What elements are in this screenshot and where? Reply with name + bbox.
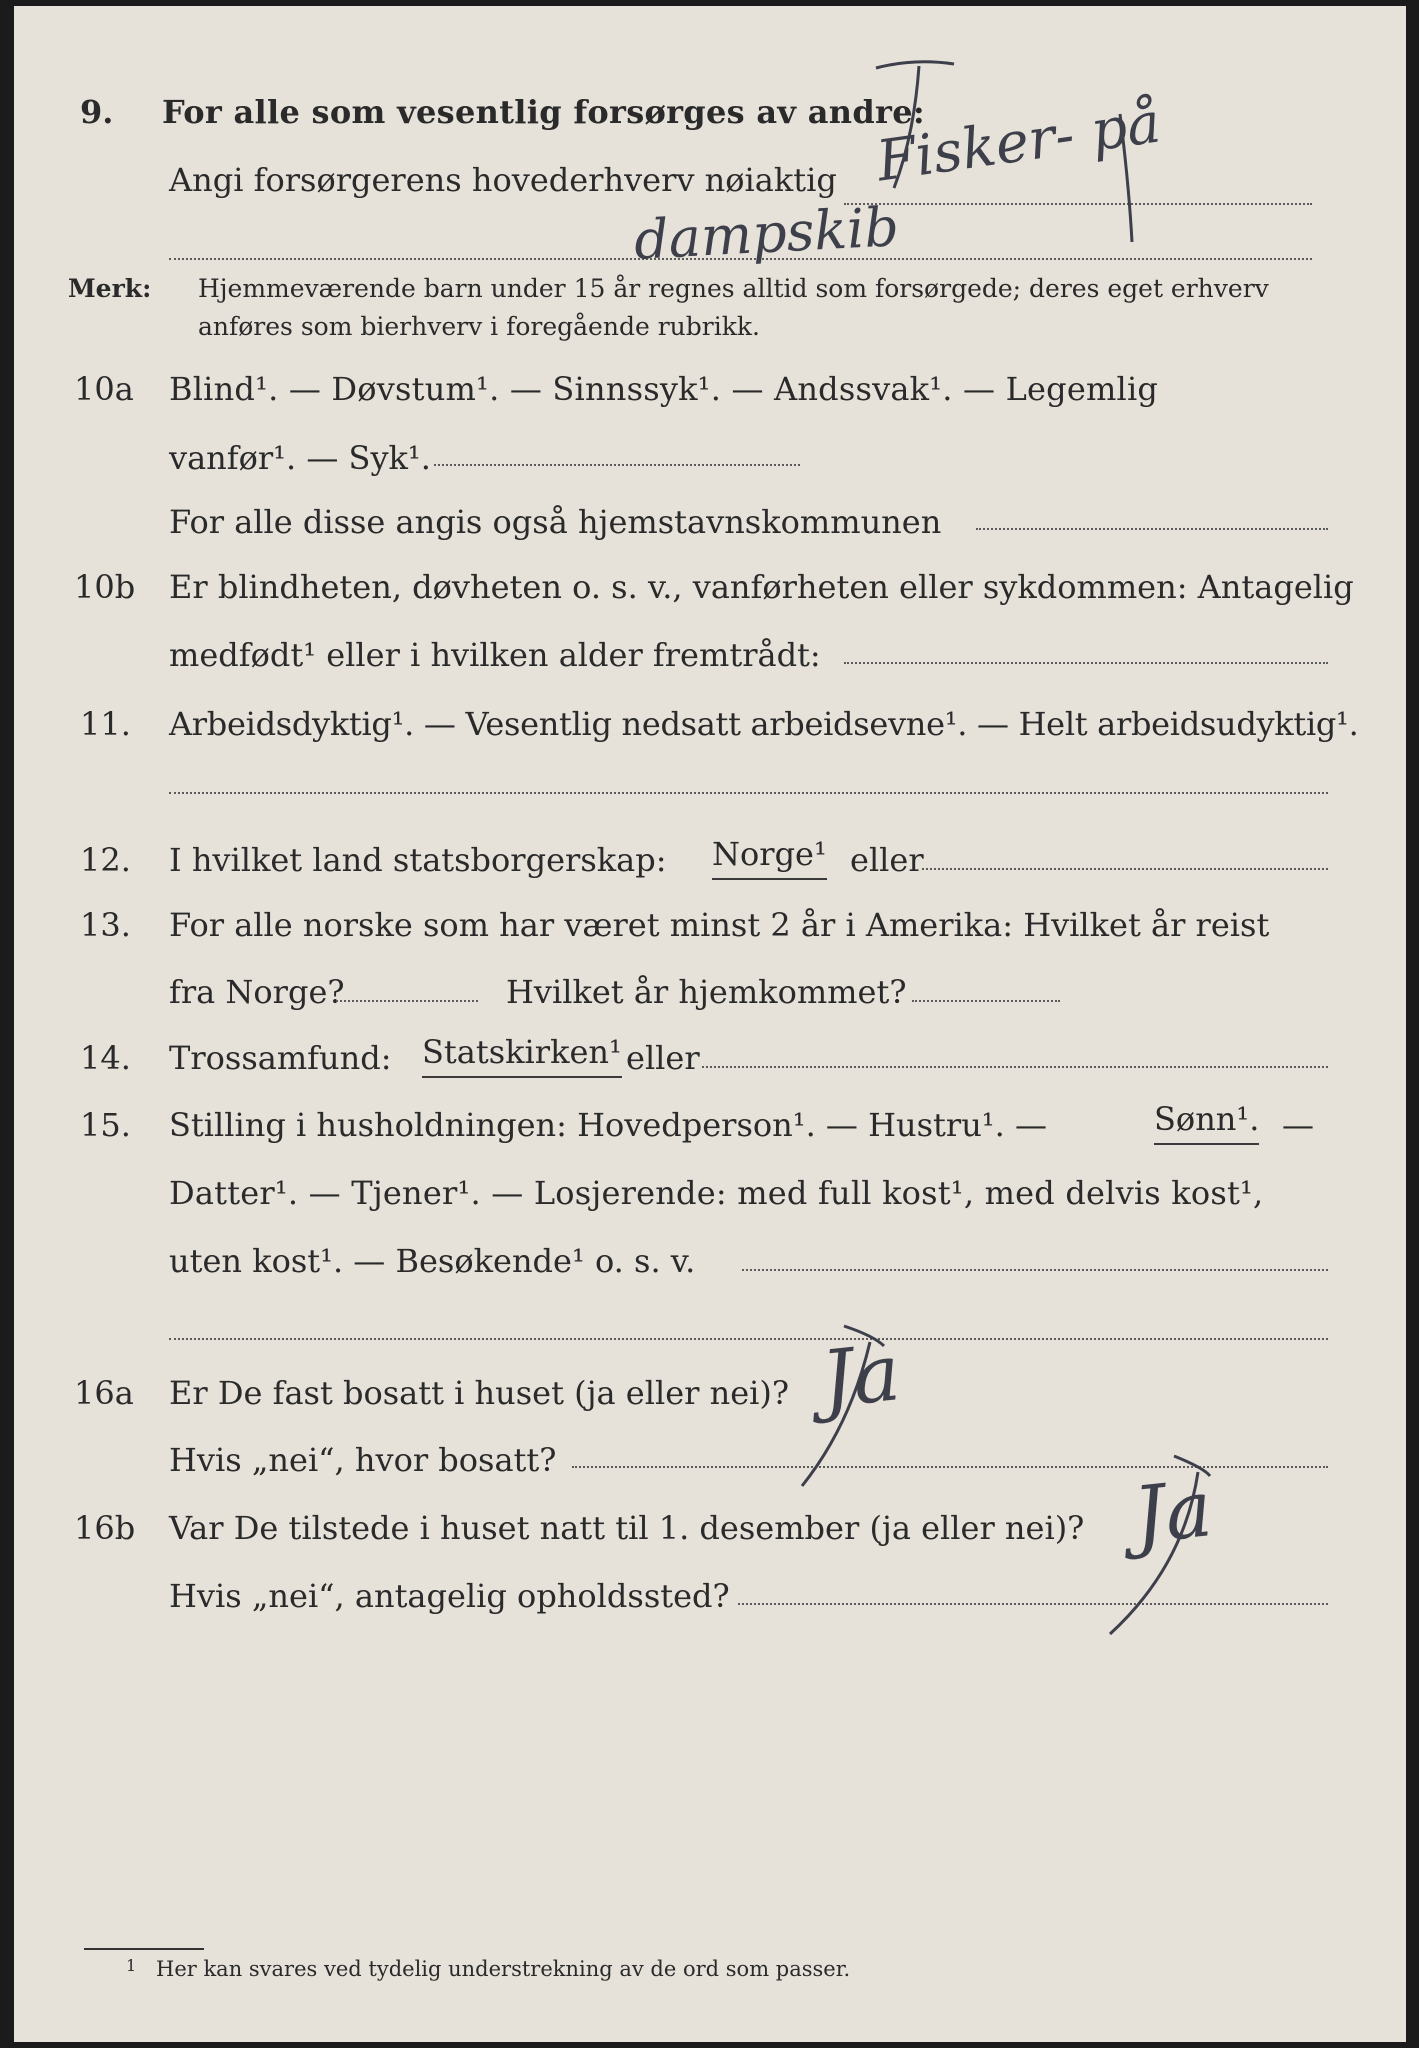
question-15-line-3 [14, 1231, 1406, 1291]
choice-underlined: Norge¹ [712, 830, 827, 880]
answer-line [912, 1000, 1060, 1002]
question-13-line-2 [14, 962, 1406, 1022]
question-number: 10a [74, 370, 134, 408]
question-text: Datter¹. — Tjener¹. — Losjerende: med full kost¹, med delvis kost¹, [169, 1174, 1264, 1212]
question-10a-line-3 [14, 492, 1406, 552]
question-text: Stilling i husholdningen: Hovedperson¹. — Hustru¹. — [169, 1106, 1047, 1144]
question-10a [14, 359, 1406, 419]
question-text: Hvis „nei“, antagelig opholdssted? [169, 1577, 730, 1615]
question-16b-line-2 [14, 1566, 1406, 1626]
footnote-text: Her kan svares ved tydelig understrekning av de ord som passer. [156, 1957, 851, 1981]
handwritten-answer: Ja [817, 1328, 905, 1426]
answer-line [572, 1466, 1328, 1468]
footnote-mark: 1 [126, 1956, 137, 1975]
question-text: uten kost¹. — Besøkende¹ o. s. v. [169, 1242, 696, 1280]
answer-line [742, 1269, 1328, 1271]
answer-line [844, 662, 1328, 664]
answer-line [434, 464, 800, 466]
question-number: 15. [80, 1106, 131, 1144]
answer-line [169, 792, 1328, 794]
note [68, 268, 1269, 310]
question-number: 10b [74, 568, 136, 606]
note-line-2: anføres som bierhverv i foregående rubrikk. [198, 312, 760, 341]
question-13 [14, 895, 1406, 955]
handwritten-answer: dampskib [632, 195, 901, 272]
question-text: fra Norge? [169, 973, 345, 1011]
question-text: eller [626, 1039, 700, 1077]
question-number: 14. [80, 1039, 131, 1077]
question-11 [14, 694, 1406, 754]
question-text: Blind¹. — Døvstum¹. — Sinnssyk¹. — Andssvak¹. — Legemlig [169, 370, 1159, 408]
answer-line [844, 203, 1312, 205]
answer-line [702, 1066, 1328, 1068]
answer-line [738, 1603, 1328, 1605]
question-10b [14, 557, 1406, 617]
question-9 [14, 82, 1406, 142]
question-10a-line-2 [14, 428, 1406, 488]
question-text: For alle norske som har været minst 2 år i Amerika: Hvilket år reist [169, 906, 1270, 944]
question-text: For alle disse angis også hjemstavnskommunen [169, 503, 942, 541]
question-15-line-2 [14, 1163, 1406, 1223]
question-number: 11. [80, 705, 131, 743]
question-number: 9. [80, 93, 114, 131]
question-text: Var De tilstede i huset natt til 1. desember (ja eller nei)? [169, 1509, 1085, 1547]
note-label: Merk: [68, 274, 152, 303]
question-16a [14, 1363, 1406, 1423]
question-12 [14, 830, 1406, 890]
footnote-rule [84, 1948, 204, 1950]
question-number: 16a [74, 1374, 134, 1412]
question-number: 16b [74, 1509, 136, 1547]
handwritten-answer: Fisker- på [872, 90, 1165, 195]
question-10b-line-2 [14, 625, 1406, 685]
question-text: medfødt¹ eller i hvilken alder fremtrådt: [169, 636, 821, 674]
question-number: 13. [80, 906, 131, 944]
question-text: eller [850, 841, 924, 879]
question-15 [14, 1095, 1406, 1155]
question-text: Angi forsørgerens hovederhverv nøiaktig [169, 161, 837, 199]
choice-underlined: Statskirken¹ [422, 1028, 622, 1078]
answer-line [336, 1000, 478, 1002]
note-text: Hjemmeværende barn under 15 år regnes alltid som forsørgede; deres eget erhverv [198, 274, 1269, 303]
census-form-page [14, 6, 1406, 2042]
question-text: Er De fast bosatt i huset (ja eller nei)? [169, 1374, 790, 1412]
question-number: 12. [80, 841, 131, 879]
question-text: For alle som vesentlig forsørges av andre: [162, 93, 925, 131]
question-text: Arbeidsdyktig¹. — Vesentlig nedsatt arbeidsevne¹. — Helt arbeidsudyktig¹. [169, 705, 1359, 743]
question-text: Hvilket år hjemkommet? [506, 973, 907, 1011]
question-text: — [1282, 1106, 1314, 1144]
handwritten-answer: Ja [1129, 1464, 1217, 1562]
answer-line [169, 1338, 1328, 1340]
question-text: I hvilket land statsborgerskap: [169, 841, 667, 879]
question-9-line-2 [14, 150, 1406, 210]
question-text: Hvis „nei“, hvor bosatt? [169, 1441, 557, 1479]
question-text: vanfør¹. — Syk¹. [169, 439, 431, 477]
question-14 [14, 1028, 1406, 1088]
answer-line [976, 528, 1328, 530]
choice-underlined: Sønn¹. [1154, 1095, 1259, 1145]
question-text: Trossamfund: [169, 1039, 392, 1077]
answer-line [922, 868, 1328, 870]
question-text: Er blindheten, døvheten o. s. v., vanførheten eller sykdommen: Antagelig [169, 568, 1354, 606]
